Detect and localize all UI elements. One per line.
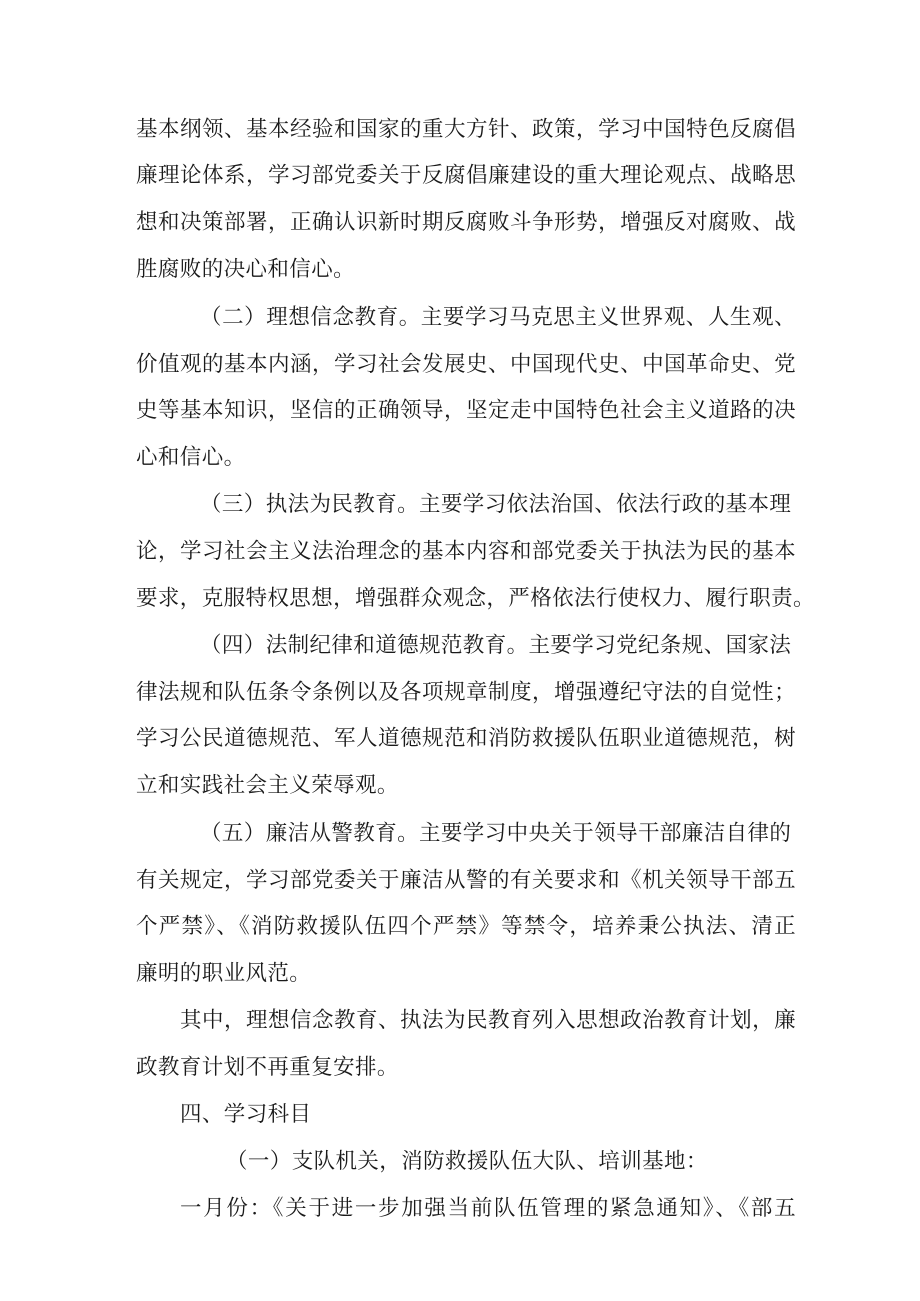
text-line-11: 要求，克服特权思想，增强群众观念，严格依法行使权力、履行职责。 (136, 586, 815, 611)
text-line-19: 廉明的职业风范。 (136, 961, 312, 986)
text-line-18: 个严禁》、《消防救援队伍四个严禁》等禁令，培养秉公执法、清正 (136, 914, 796, 939)
text-line-6: 价值观的基本内涵，学习社会发展史、中国现代史、中国革命史、党 (136, 352, 796, 377)
text-line-17: 有关规定，学习部党委关于廉洁从警的有关要求和《机关领导干部五 (136, 868, 796, 893)
text-line-24: 一月份：《关于进一步加强当前队伍管理的紧急通知》、《部五 (180, 1196, 796, 1221)
section-heading-4: （四）法制纪律和道德规范教育。主要学习党纪条规、国家法 (200, 633, 792, 658)
subsection-heading-1: （一）支队机关，消防救援队伍大队、培训基地： (226, 1149, 708, 1174)
text-line-4: 胜腐败的决心和信心。 (136, 257, 356, 282)
section-heading-2: （二）理想信念教育。主要学习马克思主义世界观、人生观、 (200, 305, 796, 330)
text-line-8: 心和信心。 (136, 445, 246, 470)
text-line-7: 史等基本知识，坚信的正确领导，坚定走中国特色社会主义道路的决 (136, 398, 796, 423)
section-heading-5: （五）廉洁从警教育。主要学习中央关于领导干部廉洁自律的 (200, 821, 792, 846)
text-line-14: 学习公民道德规范、军人道德规范和消防救援队伍职业道德规范，树 (136, 726, 796, 751)
text-line-21: 政教育计划不再重复安排。 (136, 1055, 399, 1080)
section-heading-3: （三）执法为民教育。主要学习依法治国、依法行政的基本理 (200, 492, 792, 517)
section-title-4: 四、学习科目 (180, 1102, 312, 1127)
text-line-2: 廉理论体系，学习部党委关于反腐倡廉建设的重大理论观点、战略思 (136, 163, 796, 188)
text-line-10: 论，学习社会主义法治理念的基本内容和部党委关于执法为民的基本 (136, 539, 796, 564)
text-line-13: 律法规和队伍条令条例以及各项规章制度，增强遵纪守法的自觉性； (136, 680, 796, 705)
text-line-15: 立和实践社会主义荣辱观。 (136, 773, 399, 798)
text-line-20: 其中，理想信念教育、执法为民教育列入思想政治教育计划，廉 (180, 1008, 796, 1033)
text-line-1: 基本纲领、基本经验和国家的重大方针、政策，学习中国特色反腐倡 (136, 117, 796, 142)
text-line-3: 想和决策部署，正确认识新时期反腐败斗争形势，增强反对腐败、战 (136, 210, 796, 235)
